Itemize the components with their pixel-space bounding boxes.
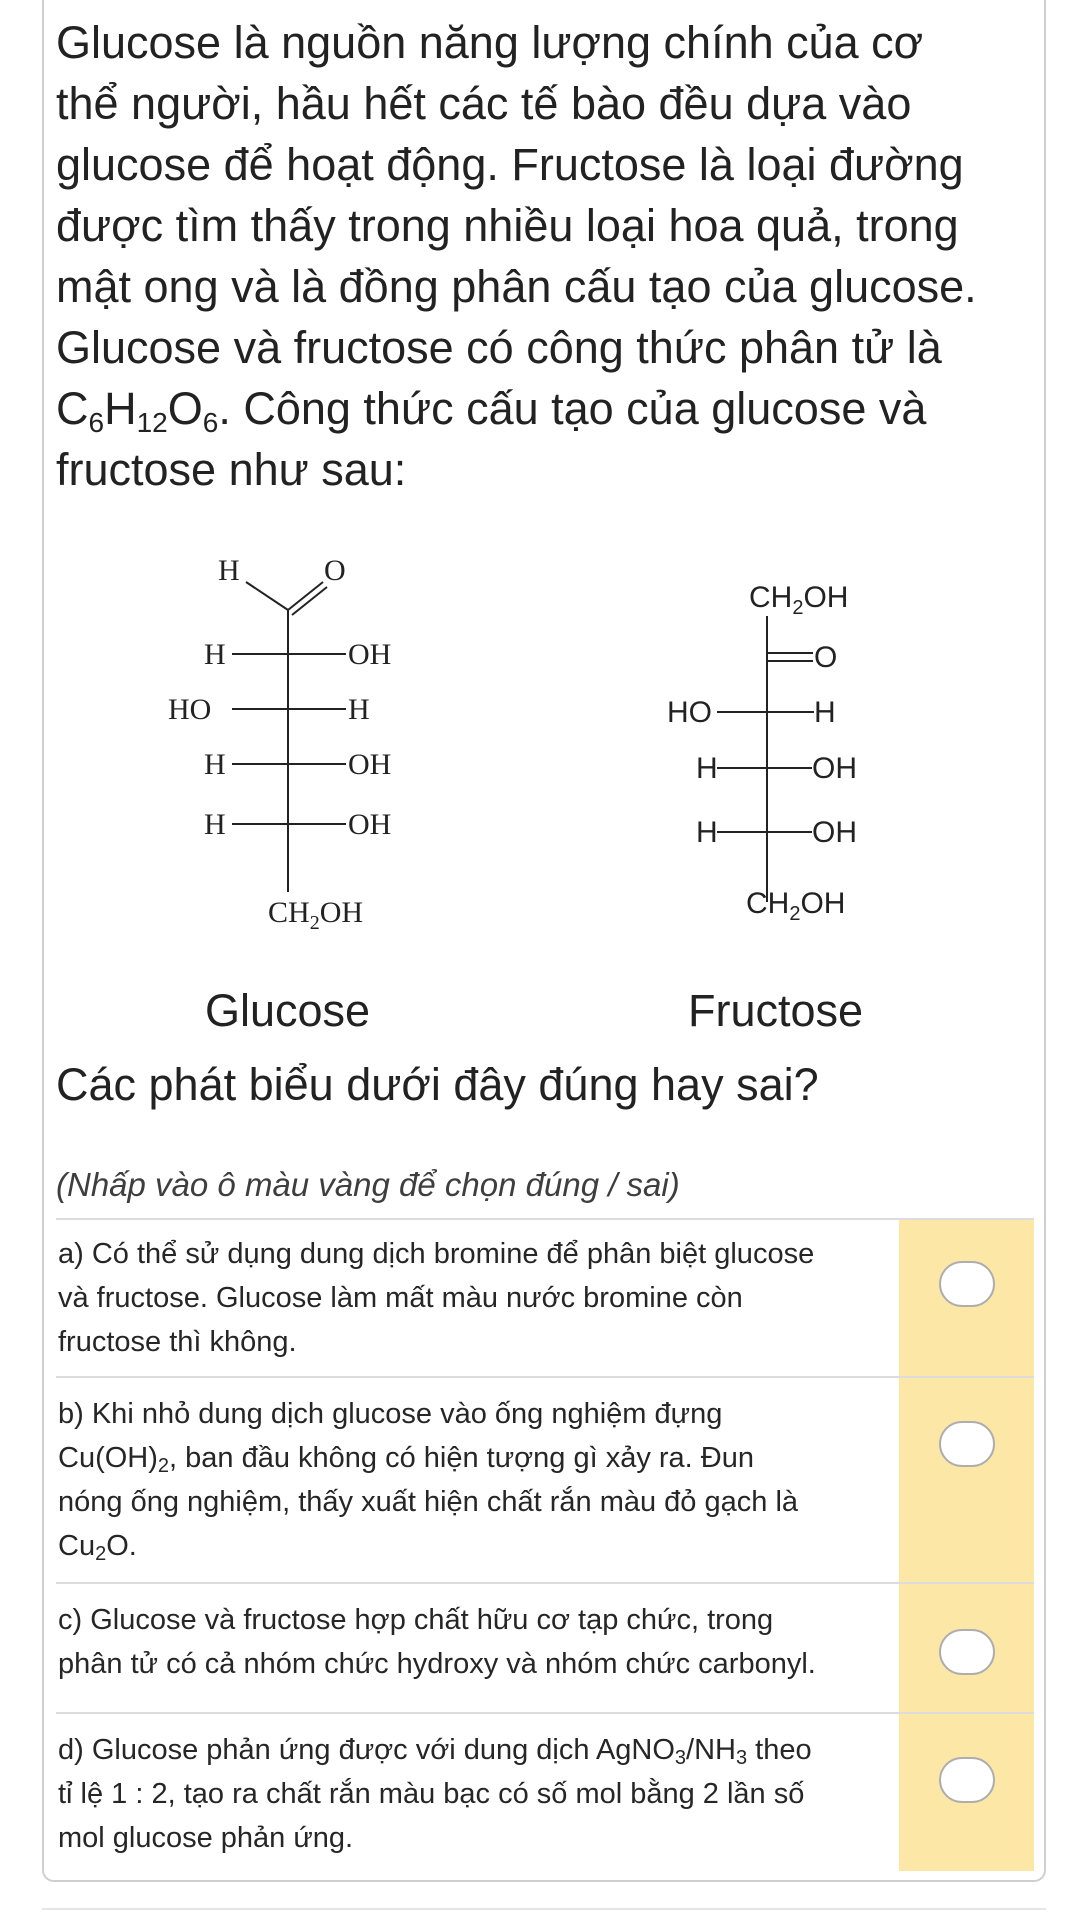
fructose-bottom-ch: CH xyxy=(746,887,790,920)
statement-b-line: nóng ống nghiệm, thấy xuất hiện chất rắn màu đỏ gạch là xyxy=(58,1486,799,1518)
statement-a xyxy=(58,1232,888,1364)
intro-line: mật ong và là đồng phân cấu tạo của glucose. xyxy=(56,261,977,312)
formula-c: C xyxy=(56,383,89,434)
fructose-bottom-oh: OH xyxy=(800,887,846,920)
glucose-row3-left: H xyxy=(204,748,226,781)
row-divider xyxy=(56,1712,1034,1714)
glucose-row1-right: OH xyxy=(348,638,392,671)
statement-d-line: mol glucose phản ứng. xyxy=(58,1822,354,1854)
fructose-row2-right: OH xyxy=(812,752,857,785)
glucose-row1-left: H xyxy=(204,638,226,671)
fructose-top-sub: 2 xyxy=(792,597,804,619)
fructose-bottom-sub: 2 xyxy=(789,903,801,925)
answer-toggle-b[interactable] xyxy=(939,1421,995,1467)
intro-line: Glucose là nguồn năng lượng chính của cơ xyxy=(56,17,924,68)
glucose-row3-right: OH xyxy=(348,748,392,781)
glucose-bottom-sub: 2 xyxy=(309,912,320,934)
answer-toggle-d[interactable] xyxy=(939,1757,995,1803)
statement-c-line: phân tử có cả nhóm chức hydroxy và nhóm chức carbonyl. xyxy=(58,1648,816,1680)
fructose-structure xyxy=(667,581,857,925)
fructose-ketone-o: O xyxy=(814,641,838,674)
answer-toggle-c[interactable] xyxy=(939,1629,995,1675)
statement-b-line xyxy=(58,1436,888,1480)
formula-o: O xyxy=(167,383,203,434)
formula-h-sub: 12 xyxy=(136,407,168,438)
intro-paragraph xyxy=(56,12,1036,500)
formula-h: H xyxy=(104,383,137,434)
cu2o-text: Cu xyxy=(58,1530,96,1562)
glucose-row4-left: H xyxy=(204,808,226,841)
cu-oh-sub: 2 xyxy=(157,1455,170,1477)
statement-b-rest: , ban đầu không có hiện tượng gì xảy ra. Đun xyxy=(169,1442,754,1474)
formula-o-sub: 6 xyxy=(202,407,219,438)
glucose-row4-right: OH xyxy=(348,808,392,841)
row-divider xyxy=(56,1218,1034,1220)
glucose-bond-h xyxy=(246,582,288,610)
glucose-caption: Glucose xyxy=(205,985,371,1036)
fructose-bottom xyxy=(746,887,845,925)
statement-d-tail: theo xyxy=(747,1734,812,1766)
statement-d-line: tỉ lệ 1 : 2, tạo ra chất rắn màu bạc có số mol bằng 2 lần số xyxy=(58,1778,805,1810)
statement-b-line xyxy=(58,1524,888,1568)
bottom-divider xyxy=(42,1908,1046,1910)
fructose-row3-right: OH xyxy=(812,816,857,849)
fructose-top xyxy=(749,581,848,619)
statement-b xyxy=(58,1392,888,1568)
glucose-row2-right: H xyxy=(348,693,370,726)
glucose-bond-o xyxy=(288,582,323,610)
glucose-bottom-ch: CH xyxy=(268,896,310,929)
row-divider xyxy=(56,1582,1034,1584)
statement-d-text: d) Glucose phản ứng được với dung dịch AgNO xyxy=(58,1734,675,1766)
glucose-bottom xyxy=(268,896,363,934)
glucose-bottom-oh: OH xyxy=(319,896,364,929)
intro-line: fructose như sau: xyxy=(56,444,407,495)
fructose-row2-left: H xyxy=(696,752,718,785)
statement-b-line: b) Khi nhỏ dung dịch glucose vào ống nghiệm đựng xyxy=(58,1398,723,1430)
statement-c xyxy=(58,1598,888,1686)
row-divider xyxy=(56,1376,1034,1378)
intro-line: Glucose và fructose có công thức phân tử là xyxy=(56,322,942,373)
fructose-top-oh: OH xyxy=(803,581,849,614)
agno3-sub: 3 xyxy=(674,1747,687,1769)
glucose-top-o: O xyxy=(324,554,346,587)
cu2o-sub: 2 xyxy=(95,1543,107,1565)
glucose-row2-left: HO xyxy=(168,693,212,726)
intro-line: được tìm thấy trong nhiều loại hoa quả, trong xyxy=(56,200,959,251)
structure-diagrams xyxy=(56,540,956,970)
statement-d-line xyxy=(58,1728,888,1772)
statement-a-line: và fructose. Glucose làm mất màu nước bromine còn xyxy=(58,1282,743,1314)
cu-oh-text: Cu(OH) xyxy=(58,1442,158,1474)
fructose-row1-left: HO xyxy=(667,696,712,729)
instruction-hint: (Nhấp vào ô màu vàng để chọn đúng / sai) xyxy=(56,1166,680,1203)
fructose-top-ch: CH xyxy=(749,581,793,614)
statement-c-line: c) Glucose và fructose hợp chất hữu cơ tạp chức, trong xyxy=(58,1604,774,1636)
glucose-bond-o2 xyxy=(292,587,327,615)
formula-c-sub: 6 xyxy=(88,407,105,438)
fructose-row3-left: H xyxy=(696,816,718,849)
intro-line: glucose để hoạt động. Fructose là loại đường xyxy=(56,139,964,190)
answer-toggle-a[interactable] xyxy=(939,1261,995,1307)
nh3-text: /NH xyxy=(686,1734,736,1766)
intro-line-formula xyxy=(56,378,1036,439)
statement-a-line: fructose thì không. xyxy=(58,1326,297,1358)
intro-line: thể người, hầu hết các tế bào đều dựa vào xyxy=(56,78,912,129)
cu2o-tail: O. xyxy=(106,1530,137,1562)
statement-d xyxy=(58,1728,888,1860)
intro-line-rest: . Công thức cấu tạo của glucose và xyxy=(218,383,927,434)
question-title: Các phát biểu dưới đây đúng hay sai? xyxy=(56,1059,819,1110)
glucose-top-h: H xyxy=(218,554,240,587)
glucose-structure xyxy=(168,554,391,934)
statement-a-line: a) Có thể sử dụng dung dịch bromine để phân biệt glucose xyxy=(58,1238,815,1270)
nh3-sub: 3 xyxy=(736,1747,748,1769)
fructose-caption: Fructose xyxy=(688,985,864,1036)
fructose-row1-right: H xyxy=(814,696,836,729)
